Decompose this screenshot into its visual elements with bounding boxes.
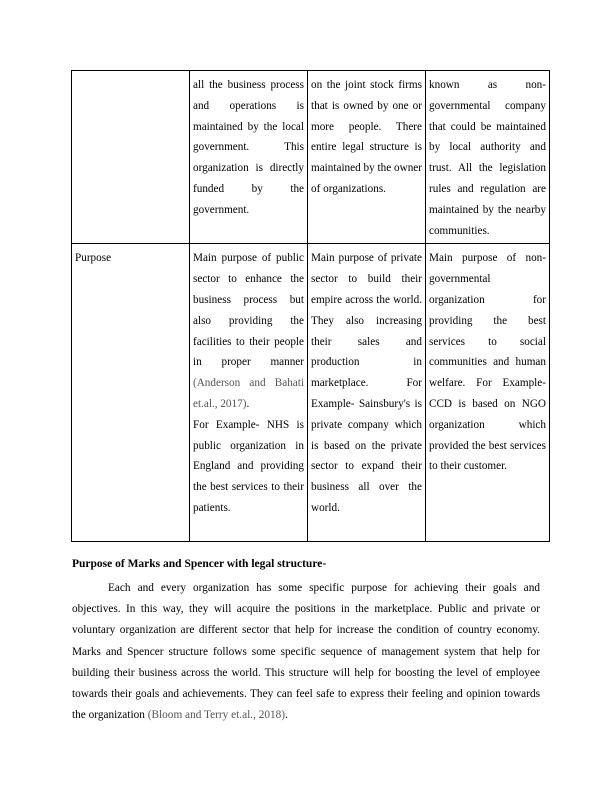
body-paragraph bbox=[72, 578, 540, 726]
public-purpose-citation: (Anderson and Bahati et.al., 2017) bbox=[193, 377, 304, 410]
section-heading: Purpose of Marks and Spencer with legal structure- bbox=[72, 558, 327, 570]
public-purpose-text: Main purpose of public sector to enhance the business process but also providing the facilities to their people in proper manner bbox=[193, 252, 304, 369]
paragraph-citation: (Bloom and Terry et.al., 2018) bbox=[147, 709, 286, 722]
row-label-cell bbox=[72, 71, 190, 244]
paragraph-end: . bbox=[285, 709, 288, 722]
ngo-purpose-cell: Main purpose of non-governmental organization for providing the best services to social communities and human welfare. For Example- CCD is based on NGO organization which provided the best services to their customer. bbox=[426, 244, 550, 542]
public-sector-purpose-cell bbox=[190, 244, 308, 542]
private-sector-cell: on the joint stock firms that is owned by one or more people. There entire legal structure is maintained by the owner of organizations. bbox=[308, 71, 426, 244]
table-row bbox=[72, 244, 550, 542]
public-sector-cell: all the business process and operations is maintained by the local government. This organization is directly funded by the government. bbox=[190, 71, 308, 244]
public-purpose-example: For Example- NHS is public organization in England and providing the best services to their patients. bbox=[193, 418, 304, 514]
public-purpose-citation-end: . bbox=[246, 397, 250, 410]
table-row bbox=[72, 71, 550, 244]
ngo-cell: known as non-governmental company that could be maintained by local authority and trust. All the legislation rules and regulation are maintained by the nearby communities. bbox=[426, 71, 550, 244]
row-label-purpose: Purpose bbox=[72, 244, 190, 542]
comparison-table bbox=[71, 70, 550, 542]
private-sector-purpose-cell: Main purpose of private sector to build their empire across the world. They also increasing their sales and production in marketplace. For Example- Sainsbury's is private company which is based on the private sector to expand their business all over the world. bbox=[308, 244, 426, 542]
paragraph-text: Each and every organization has some specific purpose for achieving their goals and objectives. In this way, they will acquire the positions in the marketplace. Public and private or voluntary organization are different sector that help for increase the condition of country economy. Marks and Spencer structure follows some specific sequence of management system that help for building their business across the world. This structure will help for boosting the level of employee towards their goals and achievements. They can feel safe to express their feeling and opinion towards the organization bbox=[72, 582, 540, 722]
